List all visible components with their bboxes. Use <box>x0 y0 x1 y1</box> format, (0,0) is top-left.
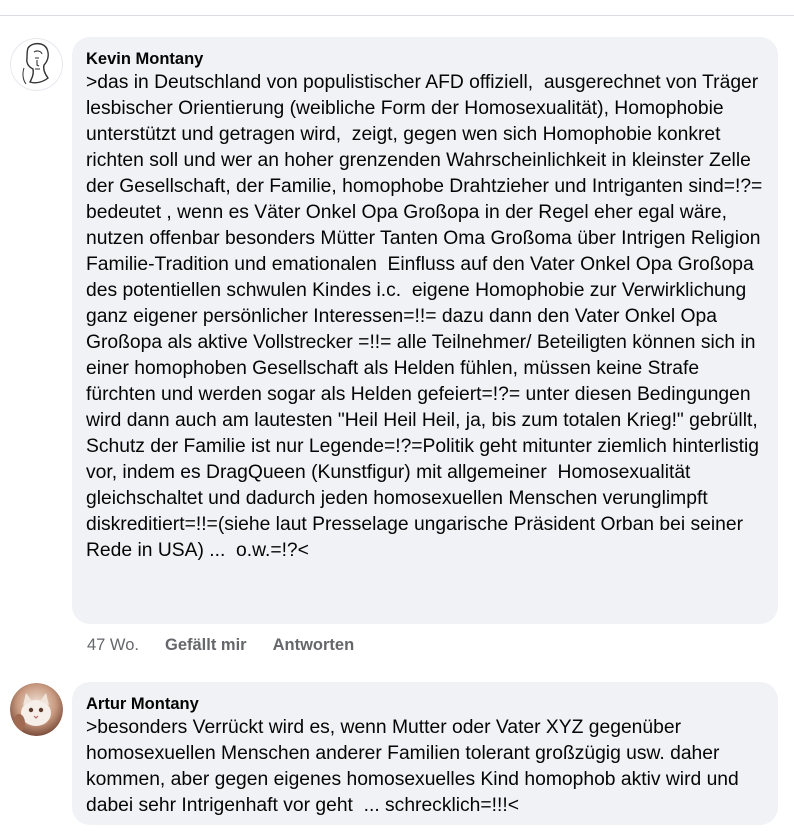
comment-bubble <box>72 682 778 825</box>
reply-button[interactable]: Antworten <box>272 636 355 654</box>
comment-author[interactable]: Kevin Montany <box>86 50 204 68</box>
like-button[interactable]: Gefällt mir <box>164 636 247 654</box>
comment-timestamp[interactable]: 47 Wo. <box>87 636 139 654</box>
avatar-sketch-icon[interactable] <box>10 38 63 91</box>
comment-text: >besonders Verrückt wird es, wenn Mutter oder Vater XYZ gegenüber homosexuellen Menschen anderer Familien tolerant großzügig usw. daher kommen, aber gegen eigenes homosexuelles Kind homophob aktiv wird und dabei sehr Intrigenhaft vor geht ... schrecklich=!!!< <box>86 717 745 816</box>
comment-author[interactable]: Artur Montany <box>86 695 199 713</box>
avatar-cat-icon[interactable] <box>10 683 63 736</box>
comment-actions <box>87 636 354 655</box>
comment-bubble <box>72 37 778 624</box>
top-divider <box>0 15 794 16</box>
comment-text: >das in Deutschland von populistischer AFD offiziell, ausgerechnet von Träger lesbischer Orientierung (weibliche Form der Homosexualität), Homophobie unterstützt und getragen wird, zeigt, gegen wen sich Homophobie konkret richten soll und wer an hoher grenzenden Wahrscheinlichkeit in kleinster Zelle der Gesellschaft, der Familie, homophobe Drahtzieher und Intriganten sind=!?= bedeutet , wenn es Väter Onkel Opa Großopa in der Regel eher egal wäre, nutzen offenbar besonders Mütter Tanten Oma Großoma über Intrigen Religion Familie-Tradition und emationalen Einfluss auf den Vater Onkel Opa Großopa des potentiellen schwulen Kindes i.c. eigene Homophobie zur Verwirklichung ganz eigener persönlicher Interessen=!!= dazu dann den Vater Onkel Opa Großopa als aktive Vollstrecker =!!= alle Teilnehmer/ Beteiligten können sich in einer homophoben Gesellschaft als Helden fühlen, müssen keine Strafe fürchten und werden sogar als Helden gefeiert=!?= unter diesen Bedingungen wird dann auch am lautesten "Heil Heil Heil, ja, bis zum totalen Krieg!" gebrüllt, Schutz der Familie ist nur Legende=!?=Politik geht mitunter ziemlich hinterlistig vor, indem es DragQueen (Kunstfigur) mit allgemeiner Homosexualität gleichschaltet und dadurch jeden homosexuellen Menschen verunglimpft diskreditiert=!!=(siehe laut Presselage ungarische Präsident Orban bei seiner Rede in USA) ... o.w.=!?< <box>86 72 768 561</box>
